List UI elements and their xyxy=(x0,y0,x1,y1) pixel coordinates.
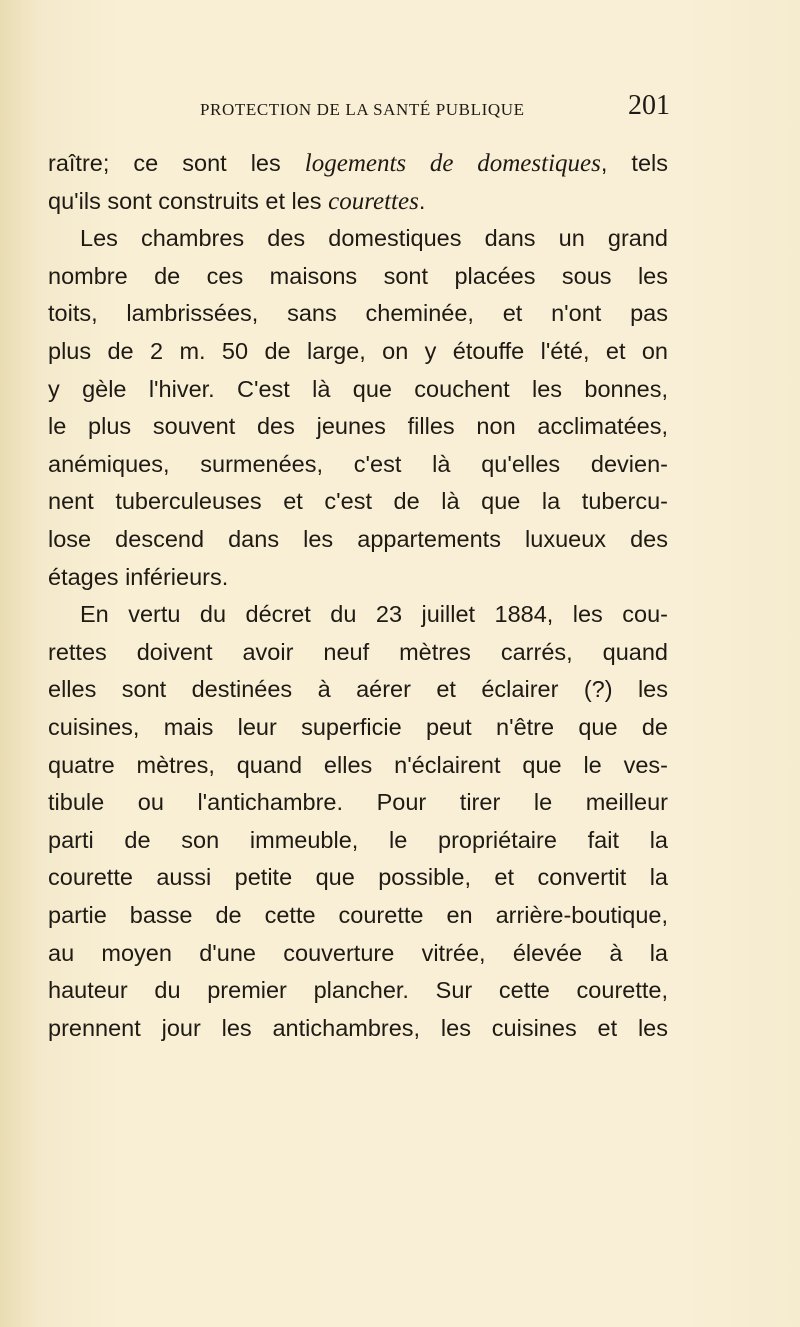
text-segment: En vertu du décret du 23 juillet 1884, les cou- xyxy=(80,601,668,628)
text-segment: le plus souvent des jeunes filles non acclimatées, xyxy=(48,413,668,440)
text-line xyxy=(80,595,668,633)
text-line xyxy=(48,783,668,821)
text-segment: raître; ce sont les xyxy=(48,150,305,176)
text-line xyxy=(48,370,668,408)
italic-term: logements de domestiques xyxy=(304,150,601,177)
text-segment: y gèle l'hiver. C'est là que couchent les bonnes, xyxy=(48,375,668,402)
text-line xyxy=(48,294,668,332)
page-header xyxy=(200,88,670,128)
text-line xyxy=(48,708,668,746)
text-segment: nent tuberculeuses et c'est de là que la tubercu- xyxy=(48,488,668,515)
text-segment: courette aussi petite que possible, et convertit la xyxy=(48,864,668,891)
text-line xyxy=(48,520,668,558)
italic-term: courettes xyxy=(328,187,419,215)
text-segment: cuisines, mais leur superficie peut n'être que de xyxy=(48,714,668,740)
text-line xyxy=(48,1009,668,1047)
text-segment: plus de 2 m. 50 de large, on y étouffe l'été, et on xyxy=(48,338,668,364)
text-segment: , tels xyxy=(600,150,668,176)
running-head: PROTECTION DE LA SANTÉ PUBLIQUE xyxy=(200,100,525,119)
text-line xyxy=(48,858,668,896)
text-segment: Les chambres des domestiques dans un grand xyxy=(80,225,668,252)
text-line xyxy=(48,896,668,934)
text-line xyxy=(48,182,668,220)
text-segment: anémiques, surmenées, c'est là qu'elles devien- xyxy=(48,450,668,477)
text-segment: . xyxy=(418,187,426,214)
text-segment: tibule ou l'antichambre. Pour tirer le meilleur xyxy=(48,789,668,816)
text-line xyxy=(48,971,668,1009)
text-line xyxy=(48,934,668,972)
text-line xyxy=(80,219,668,257)
text-line xyxy=(48,144,668,182)
text-line xyxy=(48,482,668,520)
text-segment: parti de son immeuble, le propriétaire fait la xyxy=(48,826,668,853)
text-segment: lose descend dans les appartements luxueux des xyxy=(48,526,668,552)
text-line xyxy=(48,332,668,370)
text-segment: prennent jour les antichambres, les cuisines et les xyxy=(48,1014,668,1041)
text-segment: rettes doivent avoir neuf mètres carrés, quand xyxy=(48,638,668,665)
text-segment: quatre mètres, quand elles n'éclairent que le ves- xyxy=(48,751,668,778)
text-segment: partie basse de cette courette en arrière-boutique, xyxy=(48,902,668,928)
text-segment: au moyen d'une couverture vitrée, élevée à la xyxy=(48,939,668,966)
text-segment: qu'ils sont construits et les xyxy=(48,187,329,214)
text-line xyxy=(48,257,668,295)
text-line xyxy=(48,407,668,445)
text-segment: elles sont destinées à aérer et éclairer (?) les xyxy=(48,676,668,703)
text-segment: étages inférieurs. xyxy=(48,563,229,590)
page-number: 201 xyxy=(628,90,670,121)
text-line xyxy=(48,821,668,859)
text-line xyxy=(48,670,668,708)
text-segment: nombre de ces maisons sont placées sous les xyxy=(48,262,668,289)
text-segment: toits, lambrissées, sans cheminée, et n'ont pas xyxy=(48,300,668,327)
text-segment: hauteur du premier plancher. Sur cette courette, xyxy=(48,977,668,1004)
text-line xyxy=(48,445,668,483)
text-line xyxy=(48,633,668,671)
text-line xyxy=(48,558,668,596)
text-line xyxy=(48,746,668,784)
